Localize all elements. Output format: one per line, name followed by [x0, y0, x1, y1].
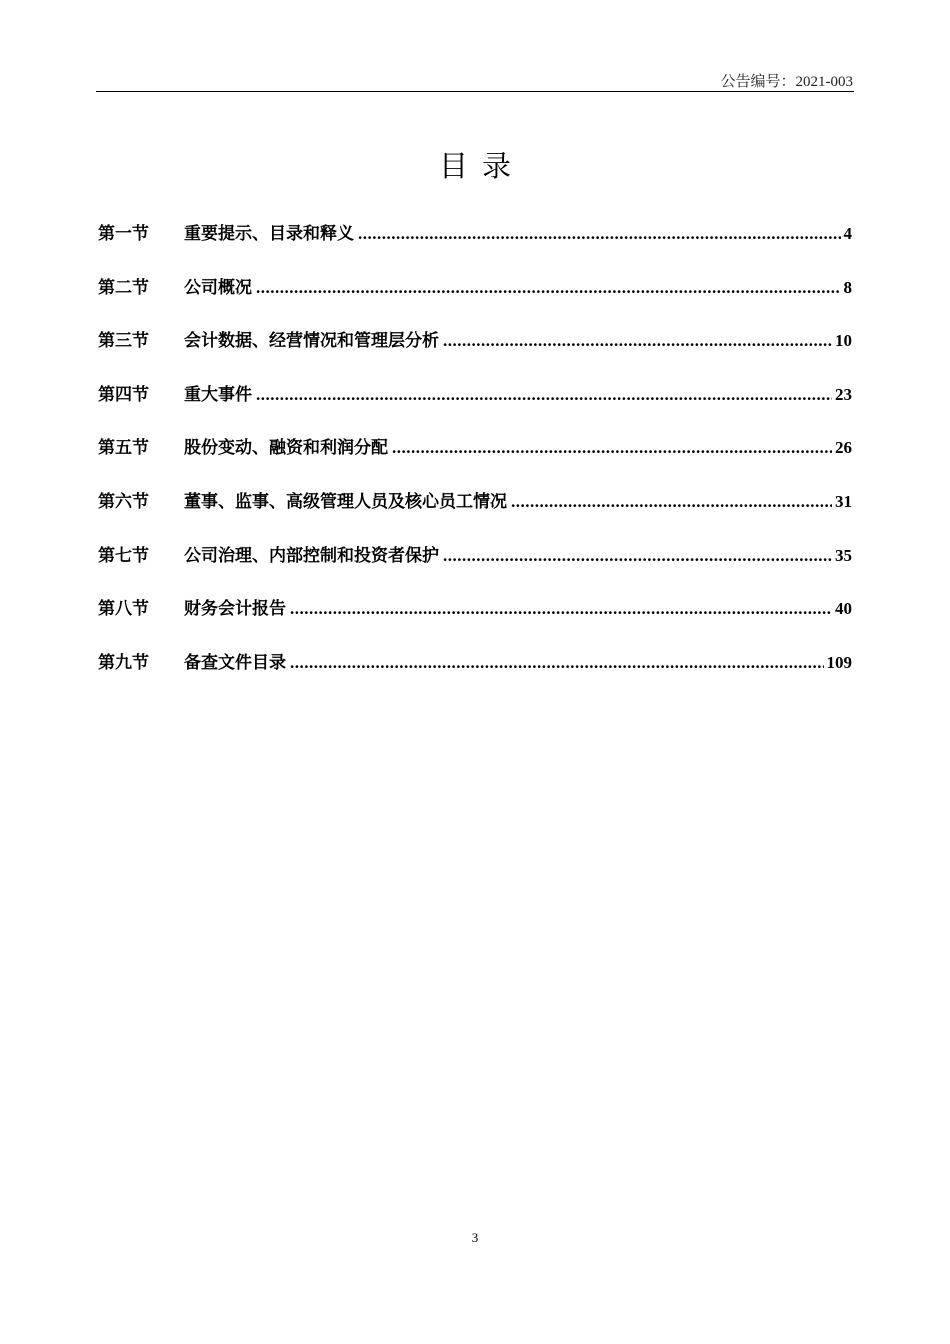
toc-leader-dots: [256, 385, 832, 405]
table-of-contents: [98, 219, 852, 701]
announcement-number: 公告编号：2021-003: [720, 74, 853, 90]
toc-section-title: 董事、监事、高级管理人员及核心员工情况: [184, 491, 507, 512]
toc-page-number: 26: [835, 438, 852, 458]
toc-entry[interactable]: [98, 433, 852, 487]
toc-page-number: 40: [835, 599, 852, 619]
toc-page-number: 10: [835, 331, 852, 351]
toc-leader-dots: [290, 653, 824, 673]
toc-section-number: 第一节: [98, 224, 149, 244]
toc-section-number: 第三节: [98, 331, 149, 352]
toc-page-number: 8: [843, 277, 852, 297]
toc-section-title: 重大事件: [184, 384, 252, 405]
toc-section-title: 公司治理、内部控制和投资者保护: [184, 545, 439, 566]
toc-leader-dots: [358, 224, 841, 244]
toc-entry[interactable]: [98, 273, 852, 327]
toc-page-number: 109: [826, 652, 852, 672]
toc-entry[interactable]: [98, 594, 852, 648]
toc-section-title: 备查文件目录: [184, 652, 286, 673]
toc-entry[interactable]: [98, 648, 852, 702]
toc-section-number: 第七节: [98, 545, 149, 566]
toc-entry[interactable]: [98, 487, 852, 541]
toc-section-title: 财务会计报告: [184, 599, 286, 620]
toc-section-number: 第六节: [98, 491, 149, 512]
toc-section-number: 第九节: [98, 652, 149, 673]
toc-leader-dots: [443, 546, 832, 566]
toc-entry[interactable]: [98, 219, 852, 273]
toc-leader-dots: [290, 599, 832, 619]
toc-page-number: 31: [835, 491, 852, 511]
toc-leader-dots: [511, 492, 832, 512]
toc-entry[interactable]: [98, 380, 852, 434]
toc-section-title: 会计数据、经营情况和管理层分析: [184, 331, 439, 352]
toc-section-number: 第八节: [98, 599, 149, 620]
page-number: 3: [471, 1230, 479, 1245]
toc-leader-dots: [392, 438, 832, 458]
toc-section-title: 股份变动、融资和利润分配: [184, 438, 388, 459]
toc-section-title: 公司概况: [184, 277, 252, 298]
toc-section-number: 第二节: [98, 277, 149, 298]
toc-page-number: 4: [843, 224, 852, 243]
toc-entry[interactable]: [98, 326, 852, 380]
page-title: 目录: [438, 149, 525, 183]
header-divider: [96, 91, 854, 92]
toc-section-number: 第五节: [98, 438, 149, 459]
toc-section-title: 重要提示、目录和释义: [184, 224, 354, 244]
toc-leader-dots: [256, 278, 841, 298]
toc-leader-dots: [443, 331, 832, 351]
toc-section-number: 第四节: [98, 384, 149, 405]
toc-page-number: 35: [835, 545, 852, 565]
toc-entry[interactable]: [98, 541, 852, 595]
toc-page-number: 23: [835, 384, 852, 404]
